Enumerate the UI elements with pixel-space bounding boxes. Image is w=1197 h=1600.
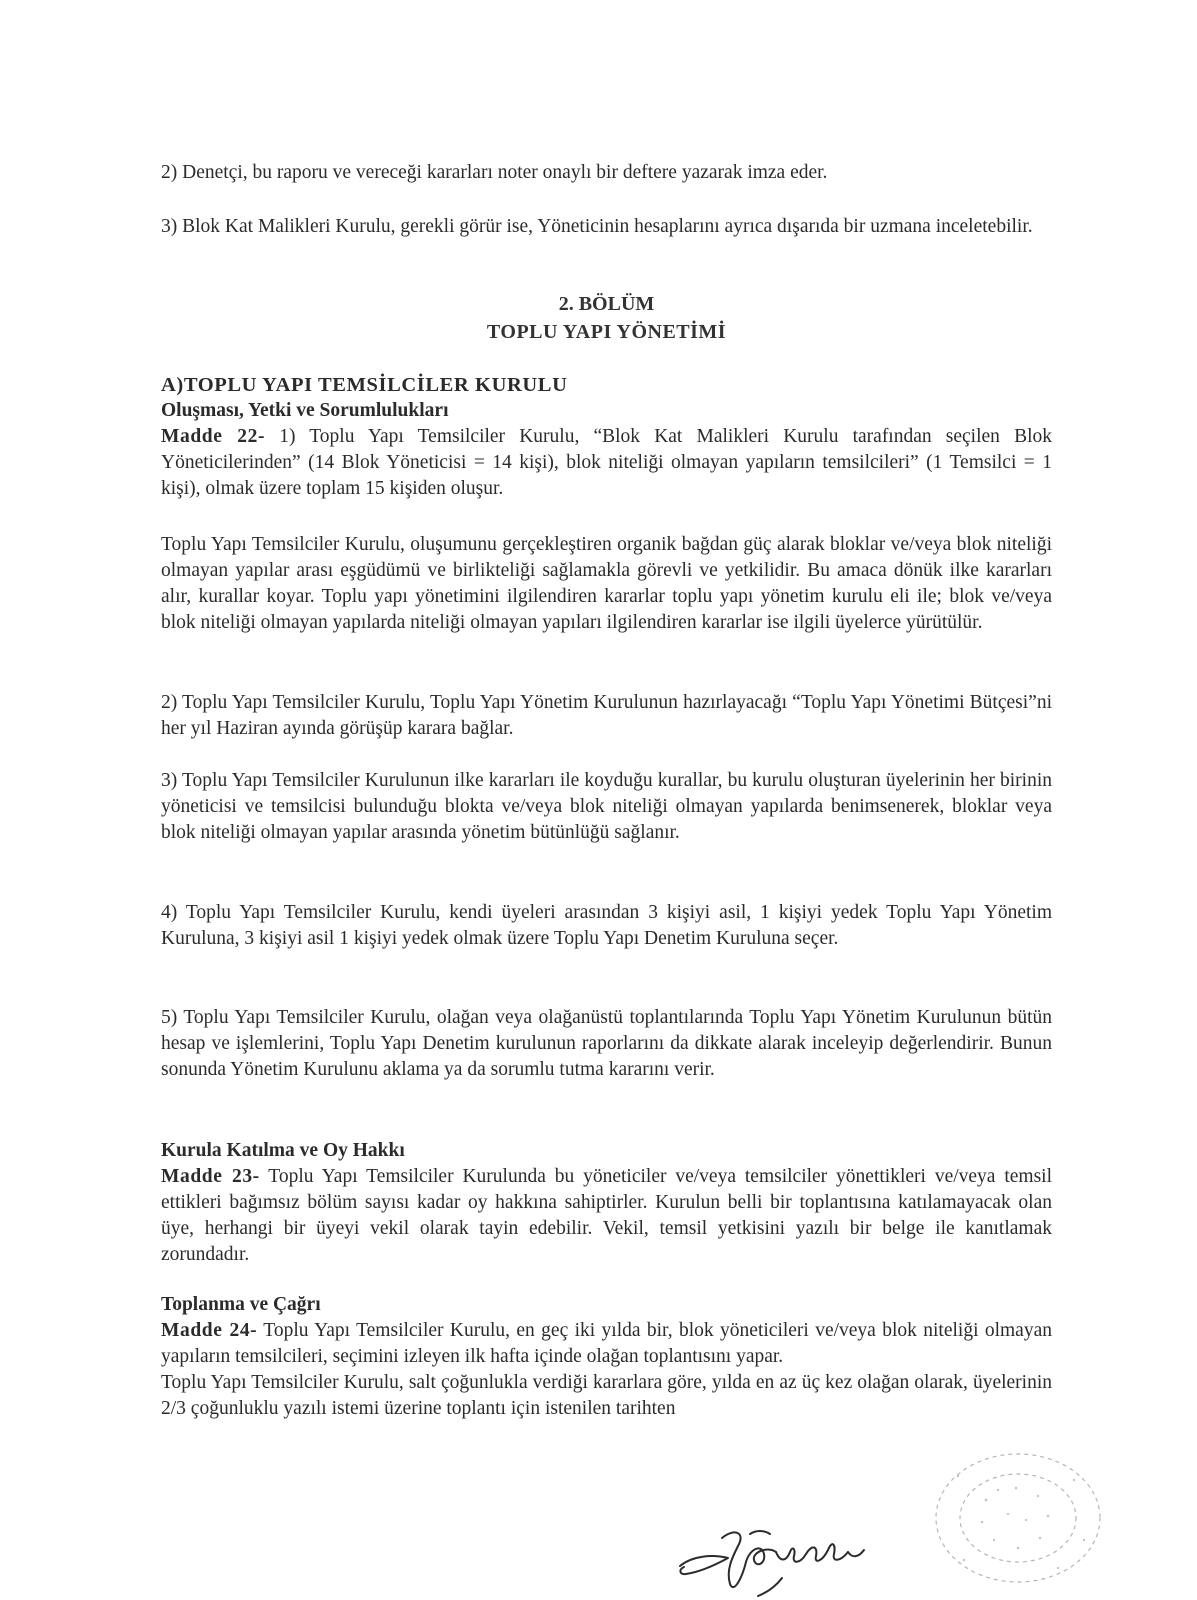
madde-text: Toplu Yapı Temsilciler Kurulunda bu yöneticiler ve/veya temsilciler yönettikleri ve/veya temsil ettikleri bağımsız bölüm sayısı kadar oy hakkına sahiptirler. Kurulun belli bir toplantısına katılamayacak olan üye, herhangi bir üyeyi vekil olarak tayin edebilir. Vekil, temsil yetkisini yazılı bir belge ile kanıtlamak zorundadır. — [161, 1166, 1052, 1265]
section-a-paragraph — [161, 1005, 1052, 1083]
madde-text: 1) Toplu Yapı Temsilciler Kurulu, “Blok Kat Malikleri Kurulu tarafından seçilen Blok Yöneticilerinden” (14 Blok Yöneticisi = 14 kişi), blok niteliği olmayan yapıların temsilcileri” (1 Temsilci = 1 kişi), olmak üzere toplam 15 kişiden oluşur. — [161, 426, 1052, 499]
paragraph: 3) Toplu Yapı Temsilciler Kurulunun ilke kararları ile koyduğu kurallar, bu kurulu oluşturan üyelerinin her birinin yöneticisi ve temsilcisi bulunduğu blokta ve/veya blok niteliği olmayan yapılarda benimsenerek, bloklar veya blok niteliği olmayan yapılar arasında yönetim bütünlüğü sağlanır. — [161, 770, 1052, 843]
paragraph: 5) Toplu Yapı Temsilciler Kurulu, olağan veya olağanüstü toplantılarında Toplu Yapı Yönetim Kurulunun bütün hesap ve işlemlerini, Toplu Yapı Denetim kurulunun raporlarını da dikkate alarak inceleyip değerlendirir. Bunun sonunda Yönetim Kurulunu aklama ya da sorumlu tutma kararını verir. — [161, 1007, 1052, 1080]
madde-label: Madde 24- — [161, 1320, 258, 1341]
paragraph: Toplu Yapı Temsilciler Kurulu, oluşumunu gerçekleştiren organik bağdan güç alarak bloklar ve/veya blok niteliği olmayan yapılar arası eşgüdümü ve birlikteliği sağlamakla görevli ve yetkilidir. Bu amaca dönük ilke kararları alır, kurallar koyar. Toplu yapı yönetimini ilgilendiren kararlar toplu yapı yönetim kurulu eli ile; blok ve/veya blok niteliği olmayan yapılarda niteliği olmayan yapıları ilgilendiren kararlar ise ilgili üyelerce yürütülür. — [161, 534, 1052, 633]
madde-label: Madde 22- — [161, 426, 266, 447]
madde-23 — [161, 1164, 1052, 1268]
section-b — [161, 1138, 1052, 1268]
top-paragraphs-2 — [161, 214, 1052, 240]
part-title: TOPLU YAPI YÖNETİMİ — [486, 321, 727, 343]
section-subtitle: Kurula Katılma ve Oy Hakkı — [161, 1140, 405, 1161]
stamp-image — [898, 1440, 1108, 1585]
madde-24 — [161, 1318, 1052, 1370]
paragraph: Toplu Yapı Temsilciler Kurulu, salt çoğunlukla verdiği kararlara göre, yılda en az üç kez olağan olarak, üyelerinin 2/3 çoğunluklu yazılı istemi üzerine toplantı için istenilen tarihten — [161, 1372, 1052, 1419]
paragraph: 3) Blok Kat Malikleri Kurulu, gerekli görür ise, Yöneticinin hesaplarını ayrıca dışarıda bir uzmana inceletebilir. — [161, 216, 1033, 237]
section-c — [161, 1292, 1052, 1422]
section-title: A)TOPLU YAPI TEMSİLCİLER KURULU — [161, 374, 568, 396]
part-heading — [161, 290, 1052, 346]
madde-label: Madde 23- — [161, 1166, 260, 1187]
section-a-paragraph — [161, 768, 1052, 846]
section-a — [161, 372, 1052, 502]
paragraph: 4) Toplu Yapı Temsilciler Kurulu, kendi üyeleri arasından 3 kişiyi asil, 1 kişiyi yedek Toplu Yapı Yönetim Kuruluna, 3 kişiyi asil 1 kişiyi yedek olmak üzere Toplu Yapı Denetim Kuruluna seçer. — [161, 902, 1052, 949]
section-subtitle: Oluşması, Yetki ve Sorumlulukları — [161, 400, 449, 421]
madde-22 — [161, 424, 1052, 502]
part-number: 2. BÖLÜM — [558, 293, 655, 315]
madde-text: Toplu Yapı Temsilciler Kurulu, en geç iki yılda bir, blok yöneticileri ve/veya blok niteliği olmayan yapıların temsilcileri, seçimini izleyen ilk hafta içinde olağan toplantısını yapar. — [161, 1320, 1052, 1367]
section-a-paragraph — [161, 690, 1052, 742]
section-a-paragraph — [161, 900, 1052, 952]
signature-image — [672, 1518, 882, 1600]
section-a-paragraph — [161, 532, 1052, 636]
paragraph: 2) Toplu Yapı Temsilciler Kurulu, Toplu Yapı Yönetim Kurulunun hazırlayacağı “Toplu Yapı Yönetimi Bütçesi”ni her yıl Haziran ayında görüşüp karara bağlar. — [161, 692, 1052, 739]
paragraph: 2) Denetçi, bu raporu ve vereceği kararları noter onaylı bir deftere yazarak imza eder. — [161, 162, 828, 183]
top-paragraphs — [161, 160, 1052, 186]
section-subtitle: Toplanma ve Çağrı — [161, 1294, 321, 1315]
